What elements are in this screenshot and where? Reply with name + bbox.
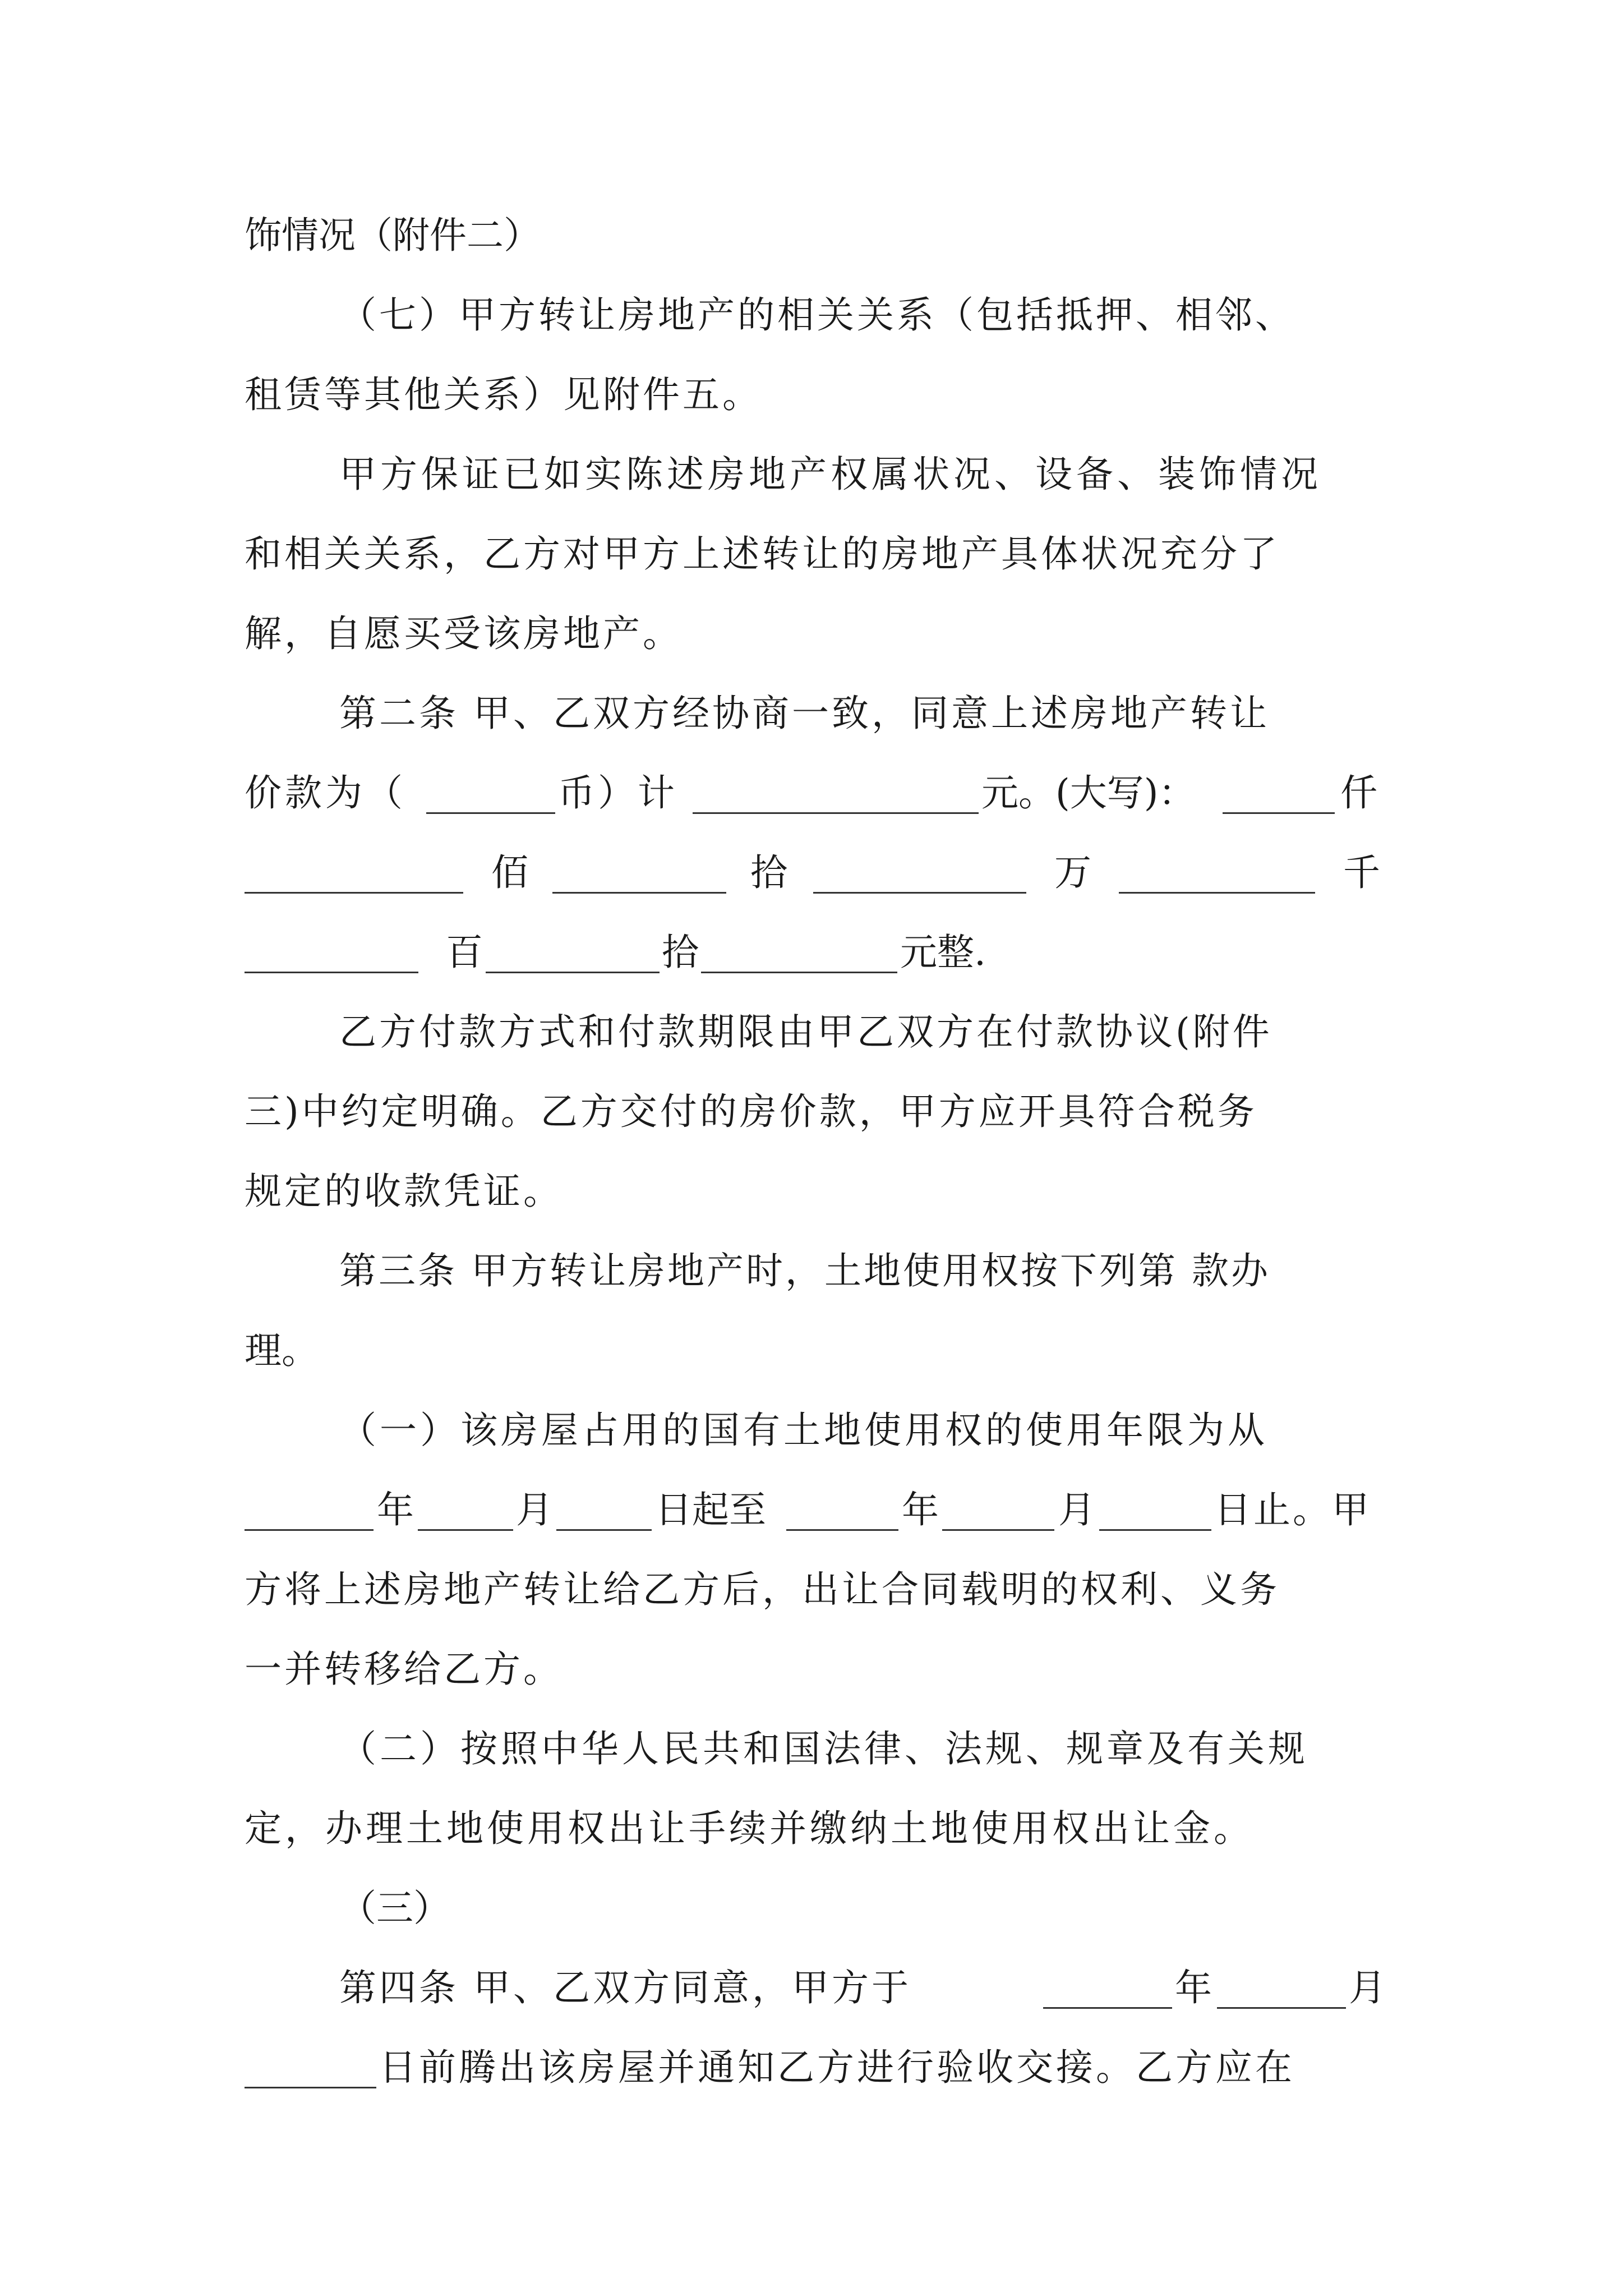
digit-blank[interactable] (813, 892, 1026, 894)
text-segment: 第三条 甲方转让房地产时，土地使用权按下列第 款办 (339, 1249, 1270, 1292)
digit-blank[interactable] (552, 892, 726, 894)
text-line (0, 1078, 1623, 1145)
text-segment: 月 (516, 1488, 553, 1531)
amount-thousand-blank[interactable] (1223, 812, 1335, 814)
text-line (0, 2034, 1623, 2101)
text-segment: 月 (1058, 1488, 1095, 1531)
text-line (0, 760, 1623, 827)
text-line (0, 1715, 1623, 1783)
month-blank[interactable] (1217, 2007, 1346, 2009)
text-line (0, 1397, 1623, 1464)
day-blank[interactable] (245, 2087, 376, 2088)
text-segment: 币）计 (558, 771, 677, 815)
text-line (0, 680, 1623, 747)
text-segment: 理。 (245, 1329, 319, 1372)
text-line (0, 1556, 1623, 1623)
text-line (0, 839, 1623, 907)
text-segment: 第二条 甲、乙双方经协商一致，同意上述房地产转让 (339, 692, 1270, 735)
year-blank[interactable] (786, 1529, 898, 1531)
text-segment: 仟 (1340, 771, 1377, 815)
text-line (0, 1237, 1623, 1305)
text-line (0, 999, 1623, 1066)
text-line (0, 600, 1623, 668)
text-segment: 月 (1349, 1966, 1386, 2009)
text-segment: （一）该房屋占用的国有土地使用权的使用年限为从 (339, 1409, 1268, 1452)
text-segment: 年 (902, 1488, 939, 1531)
digit-blank[interactable] (701, 972, 897, 973)
text-segment: 价款为（ (245, 771, 406, 815)
text-line (0, 361, 1623, 429)
text-line (0, 202, 1623, 269)
text-segment: 定，办理土地使用权出让手续并缴纳土地使用权出让金。 (245, 1807, 1254, 1850)
text-segment: 年 (1175, 1966, 1212, 2009)
text-segment: 第四条 甲、乙双方同意，甲方于 (339, 1966, 911, 2009)
text-line (0, 1954, 1623, 2022)
text-segment: 规定的收款凭证。 (245, 1170, 563, 1213)
text-segment: 拾 (662, 931, 699, 974)
text-line (0, 441, 1623, 508)
year-blank[interactable] (1043, 2007, 1172, 2009)
month-blank[interactable] (942, 1529, 1054, 1531)
text-segment: 租赁等其他关系）见附件五。 (245, 373, 762, 416)
amount-blank[interactable] (693, 812, 979, 814)
text-segment: 日起至 (655, 1488, 766, 1531)
text-line (0, 1875, 1623, 1942)
text-segment: 元。(大写)： (981, 771, 1196, 815)
text-segment: （七）甲方转让房地产的相关关系（包括抵押、相邻、 (339, 293, 1295, 337)
text-segment: 年 (377, 1488, 414, 1531)
text-segment: 日止。甲 (1214, 1488, 1371, 1531)
text-segment: 和相关关系，乙方对甲方上述转让的房地产具体状况充分了 (245, 532, 1280, 576)
currency-blank[interactable] (426, 812, 555, 814)
day-blank[interactable] (556, 1529, 652, 1531)
text-segment: 饰情况（附件二） (245, 214, 541, 257)
day-blank[interactable] (1099, 1529, 1211, 1531)
text-segment: 乙方付款方式和付款期限由甲乙双方在付款协议(附件 (339, 1010, 1272, 1053)
month-blank[interactable] (418, 1529, 513, 1531)
digit-blank[interactable] (486, 972, 660, 973)
text-segment: 万 (1054, 851, 1091, 894)
text-line (0, 1476, 1623, 1544)
text-segment: 三)中约定明确。乙方交付的房价款，甲方应开具符合税务 (245, 1090, 1257, 1133)
text-line (0, 1636, 1623, 1703)
text-segment: 一并转移给乙方。 (245, 1648, 563, 1691)
text-line (0, 1158, 1623, 1225)
text-line (0, 1795, 1623, 1862)
text-segment: 甲方保证已如实陈述房地产权属状况、设备、装饰情况 (339, 453, 1322, 496)
year-blank[interactable] (245, 1529, 374, 1531)
text-segment: 方将上述房地产转让给乙方后，出让合同载明的权利、义务 (245, 1568, 1280, 1611)
text-segment: 解，自愿买受该房地产。 (245, 612, 683, 655)
digit-blank[interactable] (245, 892, 463, 894)
text-segment: （二）按照中华人民共和国法律、法规、规章及有关规 (339, 1727, 1308, 1770)
text-segment: 拾 (750, 851, 787, 894)
text-line (0, 1317, 1623, 1384)
text-segment: （三） (339, 1887, 450, 1930)
text-line (0, 919, 1623, 986)
text-segment: 千 (1343, 851, 1380, 894)
text-segment: 百 (446, 931, 483, 974)
text-segment: 佰 (491, 851, 528, 894)
text-line (0, 282, 1623, 349)
digit-blank[interactable] (1119, 892, 1315, 894)
digit-blank[interactable] (245, 972, 418, 973)
text-segment: 元整. (900, 931, 986, 974)
text-segment: 日前腾出该房屋并通知乙方进行验收交接。乙方应在 (379, 2046, 1295, 2089)
text-line (0, 521, 1623, 588)
